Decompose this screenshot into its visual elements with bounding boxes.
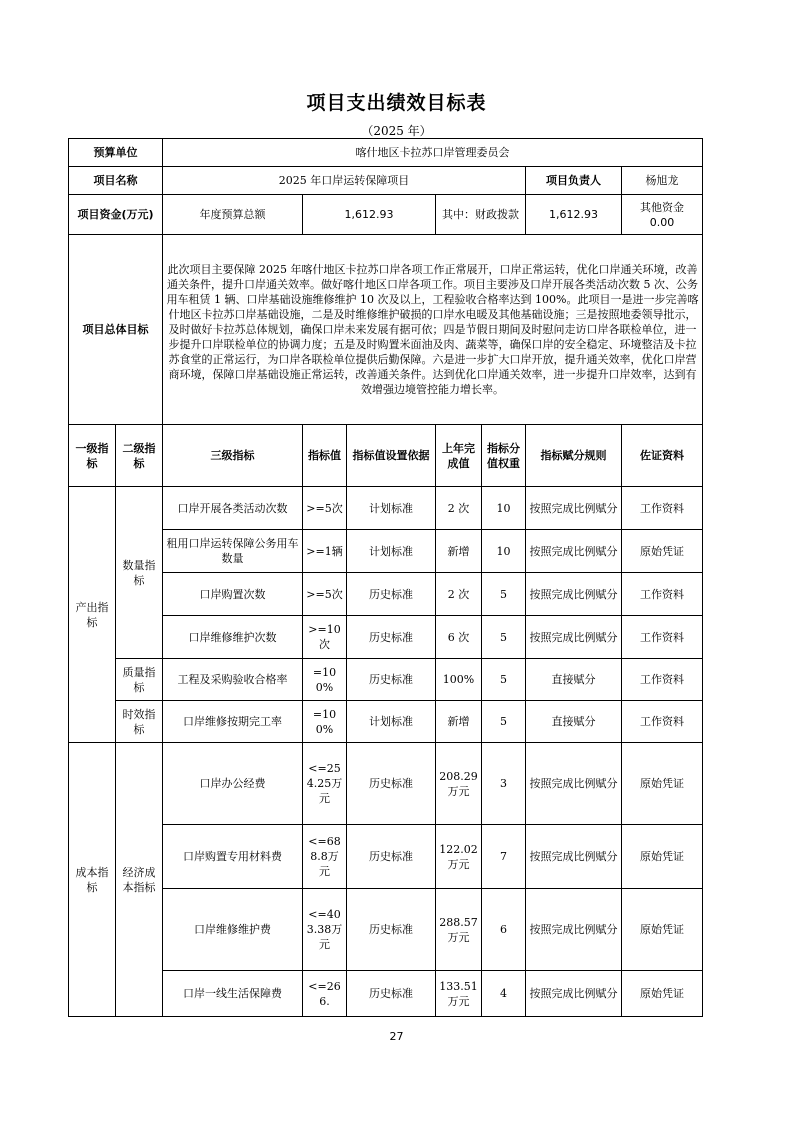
- cell-basis: 历史标准: [347, 616, 436, 659]
- fiscal-funding-label: 其中：财政拨款: [436, 195, 526, 235]
- cell-value: <=254.25万元: [303, 743, 347, 825]
- cell-name: 口岸维修维护费: [163, 889, 303, 971]
- cell-rule: 按照完成比例赋分: [526, 825, 622, 889]
- cell-rule: 按照完成比例赋分: [526, 971, 622, 1017]
- document-title: 项目支出绩效目标表: [306, 92, 487, 114]
- cell-prev: 新增: [436, 701, 482, 743]
- cell-value: =100%: [303, 659, 347, 701]
- cell-rule: 按照完成比例赋分: [526, 616, 622, 659]
- cell-name: 口岸一线生活保障费: [163, 971, 303, 1017]
- col-weight: 指标分值权重: [482, 425, 526, 487]
- group-output: 产出指标: [69, 487, 116, 743]
- cell-prev: 100%: [436, 659, 482, 701]
- cell-weight: 5: [482, 616, 526, 659]
- cell-basis: 历史标准: [347, 743, 436, 825]
- annual-budget-label: 年度预算总额: [163, 195, 303, 235]
- cell-name: 口岸开展各类活动次数: [163, 487, 303, 530]
- cell-value: <=403.38万元: [303, 889, 347, 971]
- col-prev: 上年完成值: [436, 425, 482, 487]
- cell-prev: 122.02万元: [436, 825, 482, 889]
- table-row: [69, 573, 703, 616]
- cell-rule: 按照完成比例赋分: [526, 743, 622, 825]
- cell-value: >=5次: [303, 487, 347, 530]
- project-funds-label: 项目资金(万元): [69, 195, 163, 235]
- cell-evidence: 工作资料: [622, 487, 703, 530]
- col-level1: 一级指标: [69, 425, 116, 487]
- project-name-value: 2025 年口岸运转保障项目: [163, 167, 526, 195]
- cell-prev: 新增: [436, 530, 482, 573]
- overall-goal-label: 项目总体目标: [69, 235, 163, 425]
- cell-name: 口岸维修按期完工率: [163, 701, 303, 743]
- cell-prev: 6 次: [436, 616, 482, 659]
- cell-weight: 5: [482, 659, 526, 701]
- cell-evidence: 工作资料: [622, 573, 703, 616]
- cell-name: 租用口岸运转保障公务用车数量: [163, 530, 303, 573]
- cell-weight: 7: [482, 825, 526, 889]
- cell-evidence: 原始凭证: [622, 971, 703, 1017]
- performance-target-table: [68, 138, 703, 1017]
- document-year: （2025 年）: [361, 124, 432, 138]
- project-manager-label: 项目负责人: [526, 167, 622, 195]
- cell-prev: 208.29万元: [436, 743, 482, 825]
- cell-weight: 10: [482, 530, 526, 573]
- col-level3: 三级指标: [163, 425, 303, 487]
- cell-name: 口岸购置专用材料费: [163, 825, 303, 889]
- cell-weight: 6: [482, 889, 526, 971]
- cell-basis: 历史标准: [347, 971, 436, 1017]
- other-funds-label: 其他资金: [640, 200, 685, 214]
- cell-rule: 直接赋分: [526, 701, 622, 743]
- cell-evidence: 工作资料: [622, 616, 703, 659]
- cell-weight: 5: [482, 701, 526, 743]
- table-row: [69, 659, 703, 701]
- budget-unit-value: 喀什地区卡拉苏口岸管理委员会: [163, 139, 703, 167]
- cell-evidence: 原始凭证: [622, 889, 703, 971]
- cell-value: <=266.: [303, 971, 347, 1017]
- cell-evidence: 原始凭证: [622, 743, 703, 825]
- cell-value: >=5次: [303, 573, 347, 616]
- project-manager-value: 杨旭龙: [622, 167, 703, 195]
- cell-value: >=1辆: [303, 530, 347, 573]
- cell-basis: 计划标准: [347, 701, 436, 743]
- group-quality: 质量指标: [116, 659, 163, 701]
- cell-name: 口岸维修维护次数: [163, 616, 303, 659]
- cell-basis: 历史标准: [347, 889, 436, 971]
- cell-evidence: 原始凭证: [622, 825, 703, 889]
- cell-weight: 10: [482, 487, 526, 530]
- overall-goal-text: 此次项目主要保障 2025 年喀什地区卡拉苏口岸各项工作正常展开，口岸正常运转，优化口岸通关环境，改善通关条件，提升口岸通关效率。做好喀什地区口岸各项工作。项目主要涉及口岸开展各类活动次数 5 次、公务用车租赁 1 辆、口岸基础设施维修维护 10 次及以上，工程验收合格率达到 100%。此项目一是进一步完善喀什地区卡拉苏口岸基础设施，二是及时维修维护破损的口岸水电暖及其他基础设施；三是按照地委领导批示，及时做好卡拉苏总体规划，确保口岸未来发展有据可依；四是节假日期间及时慰问走访口岸各联检单位，进一步提升口岸联检单位的协调力度；五是及时购置米面油及肉、蔬菜等，确保口岸的安全稳定、环境整洁及卡拉苏食堂的正常运行，为口岸各联检单位提供后勤保障。六是进一步扩大口岸开放，提升通关效率，优化口岸营商环境，保障口岸基础设施正常运转，改善通关条件。达到优化口岸通关效率，进一步提升口岸效率，达到有效增强边境管控能力增长率。: [163, 235, 703, 425]
- project-funds-row: [69, 195, 703, 235]
- table-row: [69, 743, 703, 825]
- table-row: [69, 701, 703, 743]
- cell-weight: 5: [482, 573, 526, 616]
- cell-prev: 133.51万元: [436, 971, 482, 1017]
- fiscal-funding-value: 1,612.93: [526, 195, 622, 235]
- table-row: [69, 487, 703, 530]
- cell-rule: 按照完成比例赋分: [526, 573, 622, 616]
- cell-rule: 按照完成比例赋分: [526, 530, 622, 573]
- cell-basis: 计划标准: [347, 487, 436, 530]
- group-timeliness: 时效指标: [116, 701, 163, 743]
- col-evidence: 佐证资料: [622, 425, 703, 487]
- table-row: [69, 825, 703, 889]
- cell-name: 工程及采购验收合格率: [163, 659, 303, 701]
- annual-budget-value: 1,612.93: [303, 195, 436, 235]
- cell-value: =100%: [303, 701, 347, 743]
- col-value: 指标值: [303, 425, 347, 487]
- cell-rule: 按照完成比例赋分: [526, 889, 622, 971]
- table-row: [69, 530, 703, 573]
- indicator-header-row: [69, 425, 703, 487]
- cell-evidence: 工作资料: [622, 659, 703, 701]
- cell-basis: 历史标准: [347, 573, 436, 616]
- project-name-label: 项目名称: [69, 167, 163, 195]
- cell-rule: 直接赋分: [526, 659, 622, 701]
- cell-evidence: 工作资料: [622, 701, 703, 743]
- cell-basis: 历史标准: [347, 659, 436, 701]
- table-row: [69, 889, 703, 971]
- col-level2: 二级指标: [116, 425, 163, 487]
- cell-weight: 4: [482, 971, 526, 1017]
- col-rule: 指标赋分规则: [526, 425, 622, 487]
- cell-value: >=10次: [303, 616, 347, 659]
- table-row: [69, 616, 703, 659]
- cell-weight: 3: [482, 743, 526, 825]
- group-quantity: 数量指标: [116, 487, 163, 659]
- cell-value: <=688.8万元: [303, 825, 347, 889]
- cell-basis: 计划标准: [347, 530, 436, 573]
- page-number: 27: [389, 1030, 404, 1043]
- cell-prev: 288.57万元: [436, 889, 482, 971]
- budget-unit-label: 预算单位: [69, 139, 163, 167]
- col-basis: 指标值设置依据: [347, 425, 436, 487]
- cell-basis: 历史标准: [347, 825, 436, 889]
- budget-unit-row: [69, 139, 703, 167]
- cell-name: 口岸办公经费: [163, 743, 303, 825]
- group-economic-cost: 经济成本指标: [116, 743, 163, 1017]
- cell-prev: 2 次: [436, 573, 482, 616]
- other-funds-value: 其他资金 0.00: [622, 195, 703, 235]
- table-row: [69, 971, 703, 1017]
- cell-prev: 2 次: [436, 487, 482, 530]
- overall-goal-row: [69, 235, 703, 425]
- cell-name: 口岸购置次数: [163, 573, 303, 616]
- cell-rule: 按照完成比例赋分: [526, 487, 622, 530]
- cell-evidence: 原始凭证: [622, 530, 703, 573]
- project-name-row: [69, 167, 703, 195]
- group-cost: 成本指标: [69, 743, 116, 1017]
